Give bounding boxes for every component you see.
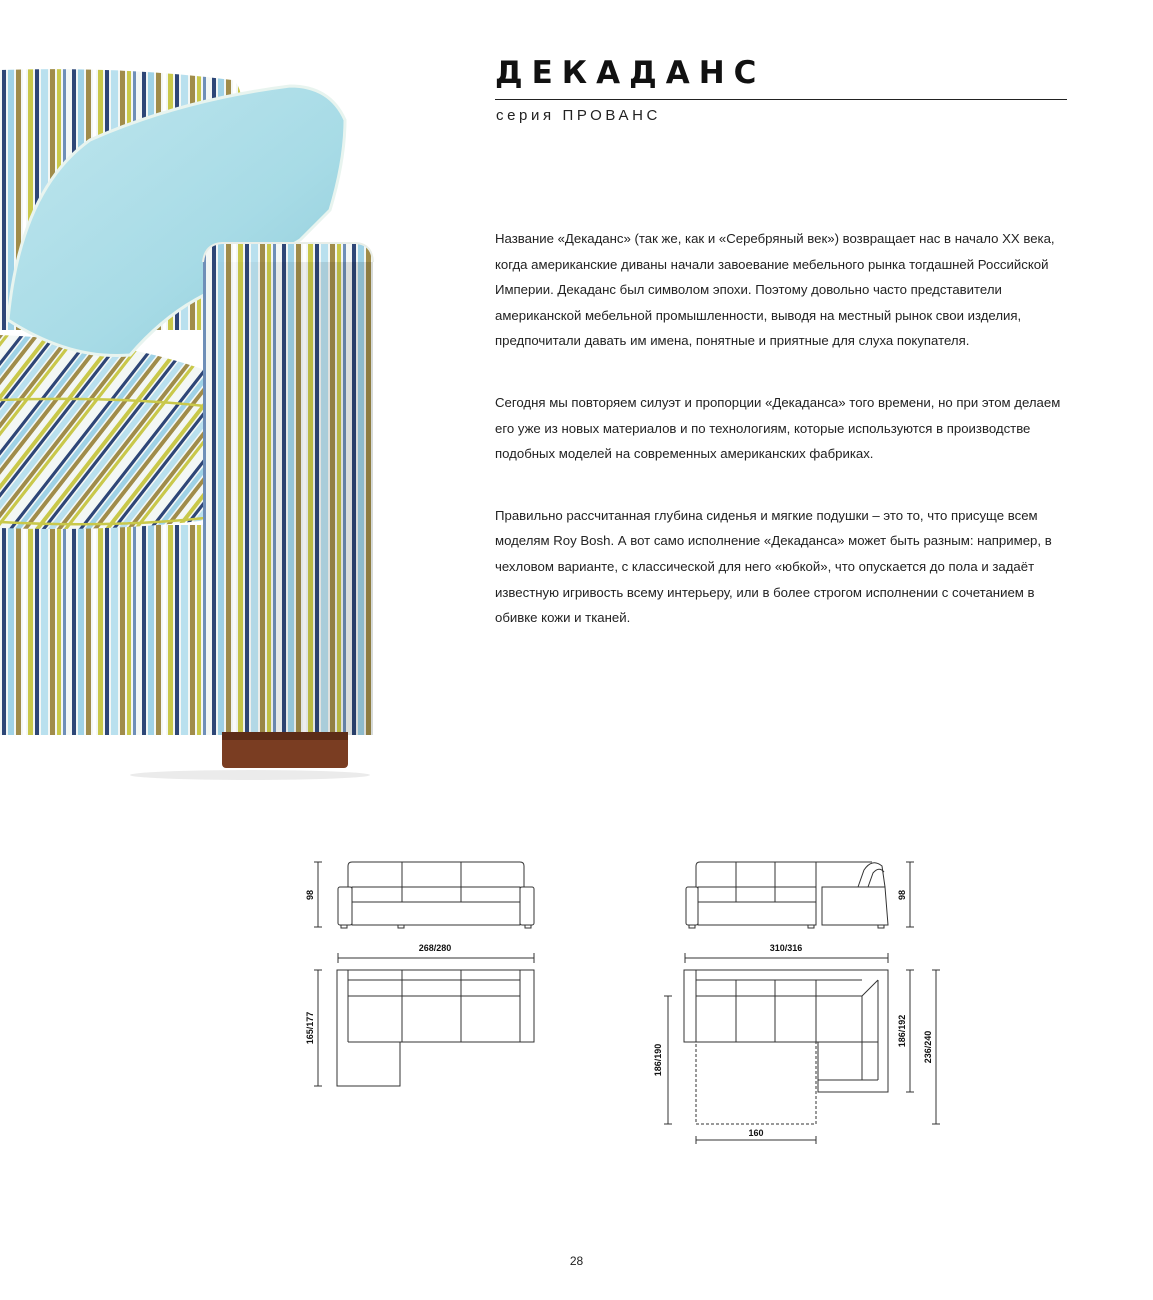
left-depth-label: 165/177 <box>305 1011 315 1045</box>
series-subtitle: серия ПРОВАНС <box>496 107 661 124</box>
left-plan-view <box>314 953 534 1086</box>
sofa-photo <box>0 0 380 800</box>
right-bed-width-label: 160 <box>748 1128 764 1138</box>
right-inner-depth-label: 186/192 <box>897 1014 907 1048</box>
title-divider <box>495 99 1067 100</box>
left-width-label: 268/280 <box>418 943 452 953</box>
dimension-drawings <box>0 840 1153 1150</box>
page-title: ДЕКАДАНС <box>495 55 766 91</box>
description <box>495 226 1067 667</box>
paragraph-3: Правильно рассчитанная глубина сиденья и мягкие подушки – это то, что присуще всем моделям Roy Bosh. А вот само исполнение «Декаданса» может быть разным: например, в чехловом варианте, с классической для него «юбкой», что опускается до пола и задаёт известную игривость всему интерьеру, или в более строгом исполнении с сочетанием в обивке кожи и тканей. <box>495 507 1052 626</box>
page-number: 28 <box>569 1254 584 1268</box>
left-front-view <box>314 862 534 928</box>
right-height-label: 98 <box>897 889 907 901</box>
right-width-label: 310/316 <box>769 943 803 953</box>
paragraph-1: Название «Декаданс» (так же, как и «Серебряный век») возвращает нас в начало XX века, когда американские диваны начали завоевание мебельного рынка тогдашней Российской Империи. Декаданс был символом эпохи. Поэтому довольно часто представители американской мебельной промышленности, выводя на местный рынок свои изделия, предпочитали давать им имена, понятные и приятные для слуха покупателя. <box>495 231 1055 349</box>
right-bed-length-label: 186/190 <box>653 1043 663 1077</box>
right-front-view <box>686 862 914 928</box>
left-height-label: 98 <box>305 889 315 901</box>
right-plan-view <box>664 953 940 1144</box>
right-outer-depth-label: 236/240 <box>923 1030 933 1064</box>
paragraph-2: Сегодня мы повторяем силуэт и пропорции «Декаданса» того времени, но при этом делаем его уже из новых материалов и по технологиям, которые используются в производстве подобных моделей на современных американских фабриках. <box>495 394 1061 462</box>
